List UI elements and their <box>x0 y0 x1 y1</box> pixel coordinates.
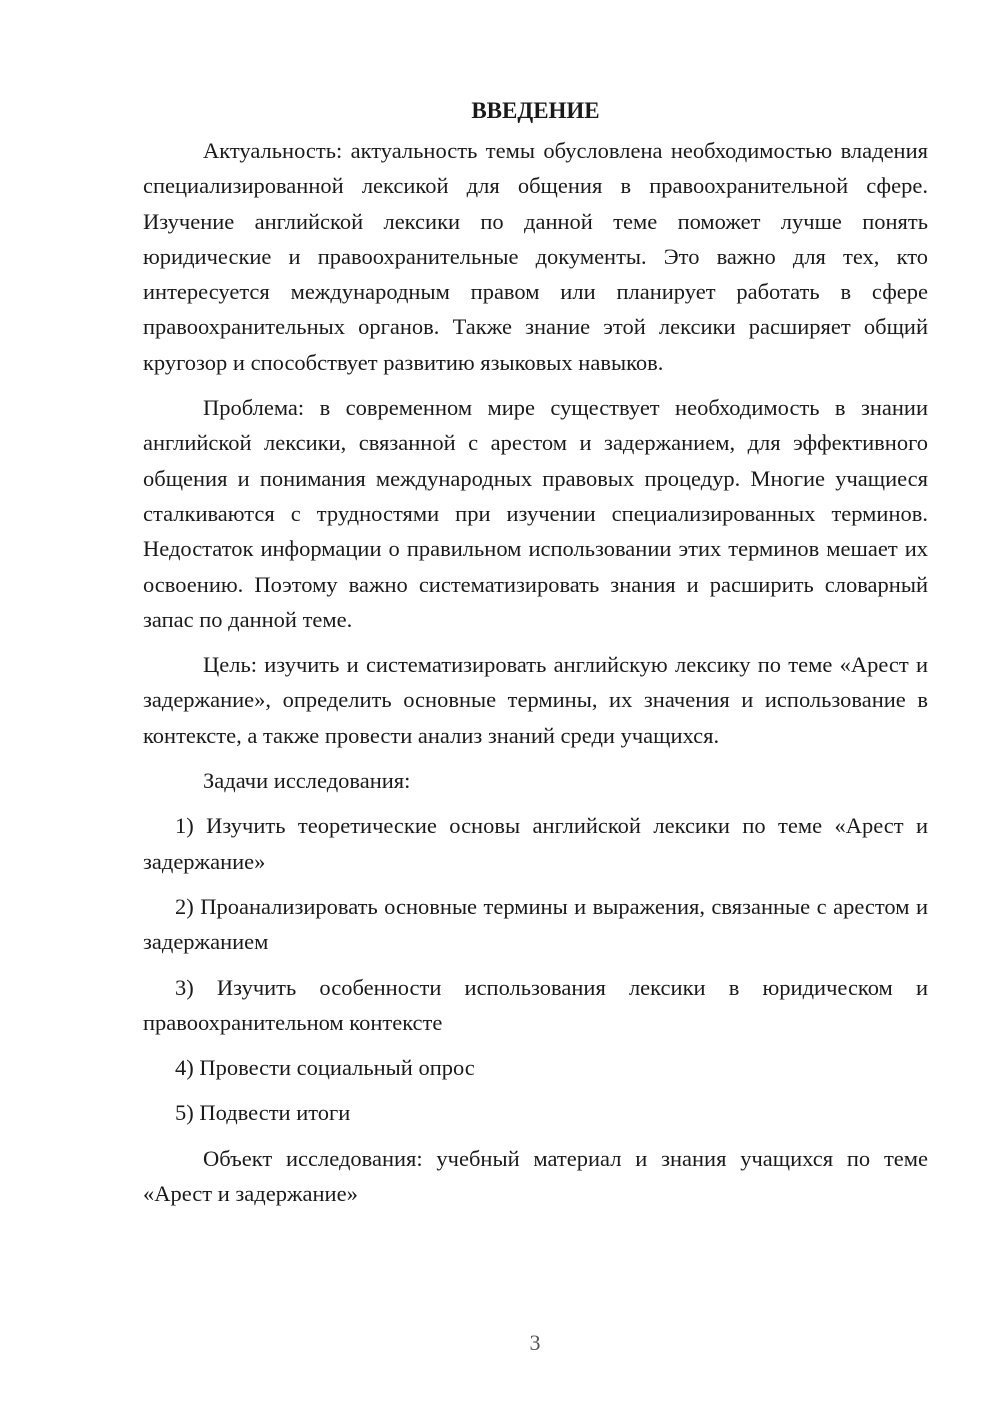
document-page <box>143 93 928 1221</box>
task-item-1: 1) Изучить теоретические основы английской лексики по теме «Арест и задержание» <box>143 813 928 874</box>
tasks-list <box>143 808 928 1130</box>
task-item-5: 5) Подвести итоги <box>175 1100 351 1126</box>
page-number: 3 <box>529 1330 541 1355</box>
tasks-heading: Задачи исследования: <box>203 768 411 794</box>
relevance-paragraph: Актуальность: актуальность темы обусловлена необходимостью владения специализированной лексикой для общения в правоохранительной сфере. Изучение английской лексики по данной теме поможет лучше понять юридические и правоохранительные документы. Это важно для тех, кто интересуется международным правом или планирует работать в сфере правоохранительных органов. Также знание этой лексики расширяет общий кругозор и способствует развитию языковых навыков. <box>143 138 928 375</box>
problem-paragraph: Проблема: в современном мире существует необходимость в знании английской лексики, связанной с арестом и задержанием, для эффективного общения и понимания международных правовых процедур. Многие учащиеся сталкиваются с трудностями при изучении специализированных терминов. Недостаток информации о правильном использовании этих терминов мешает их освоению. Поэтому важно систематизировать знания и расширить словарный запас по данной теме. <box>143 395 928 632</box>
task-item-2: 2) Проанализировать основные термины и выражения, связанные с арестом и задержанием <box>143 893 928 955</box>
task-item-4: 4) Провести социальный опрос <box>175 1055 475 1081</box>
task-item-3: 3) Изучить особенности использования лексики в юридическом и правоохранительном контексте <box>143 974 928 1035</box>
object-paragraph: Объект исследования: учебный материал и знания учащихся по теме «Арест и задержание» <box>143 1145 928 1207</box>
goal-paragraph: Цель: изучить и систематизировать английскую лексику по теме «Арест и задержание», определить основные термины, их значения и использование в контексте, а также провести анализ знаний среди учащихся. <box>143 652 928 748</box>
section-title: ВВЕДЕНИЕ <box>471 98 600 123</box>
